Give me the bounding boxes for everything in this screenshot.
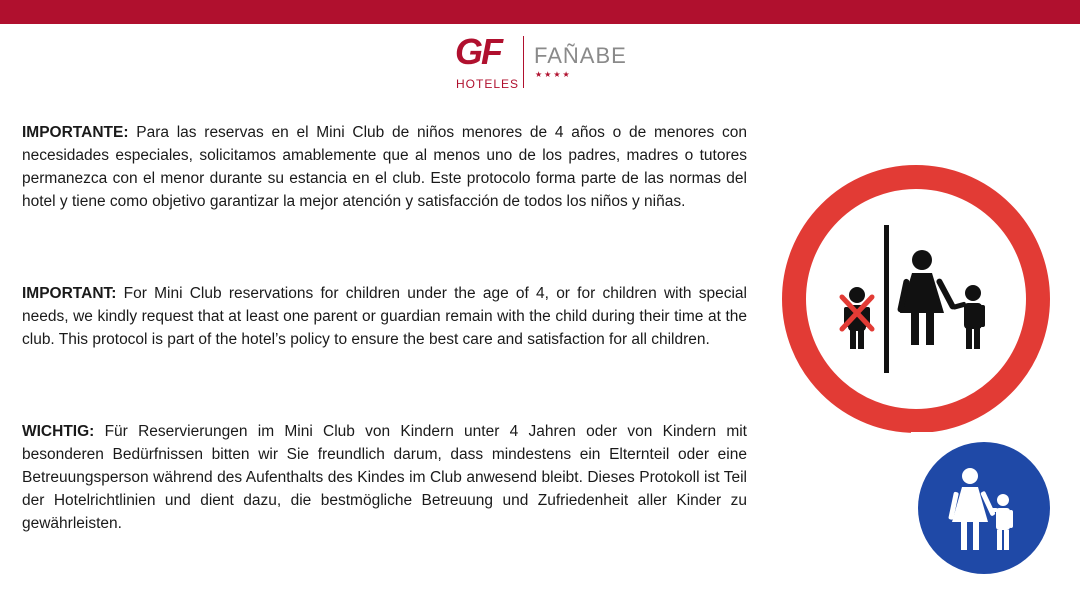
hotel-logo [455,31,630,92]
logo-gf: GF [455,31,501,72]
paragraph-body: Para las reservas en el Mini Club de niños menores de 4 años o de menores con necesidades especiales, solicitamos amablemente que al menos uno de los padres, madres o tutores permanezca con el menor durante su estancia en el club. Este protocolo forma parte de las normas del hotel y tiene como objetivo garantizar la mejor atención y satisfacción de todos los niños y niñas. [22,124,747,210]
child-alone-prohibited-icon [780,163,1052,435]
separator-line [884,225,889,373]
paragraph-label: IMPORTANT: [22,285,117,302]
logo-brand: FAÑABE [534,43,627,68]
paragraph-body: Für Reservierungen im Mini Club von Kindern unter 4 Jahren oder von Kindern mit besonderen Bedürfnissen bitten wir Sie freundlich darum, dass mindestens ein Elternteil oder eine Betreuungsperson während des Aufenthalts des Kindes im Club anwesend bleibt. Dieses Protokoll ist Teil der Hotelrichtlinien und dient dazu, die bestmögliche Betreuung und Zufriedenheit aller Kinder zu gewährleisten. [22,423,747,532]
adult-with-child-icon [916,442,1052,574]
paragraph-english [22,282,747,351]
top-banner [0,0,1080,24]
paragraph-label: WICHTIG: [22,423,95,440]
logo-stars: ★★★★ [535,70,572,79]
paragraph-label: IMPORTANTE: [22,124,129,141]
paragraph-spanish [22,121,747,213]
logo-hoteles: HOTELES [456,77,520,91]
paragraph-german [22,420,747,535]
logo-divider [523,36,524,88]
paragraph-body: For Mini Club reservations for children under the age of 4, or for children with special needs, we kindly request that at least one parent or guardian remain with the child during their time at the club. This protocol is part of the hotel’s policy to ensure the best care and satisfaction for all children. [22,285,747,348]
